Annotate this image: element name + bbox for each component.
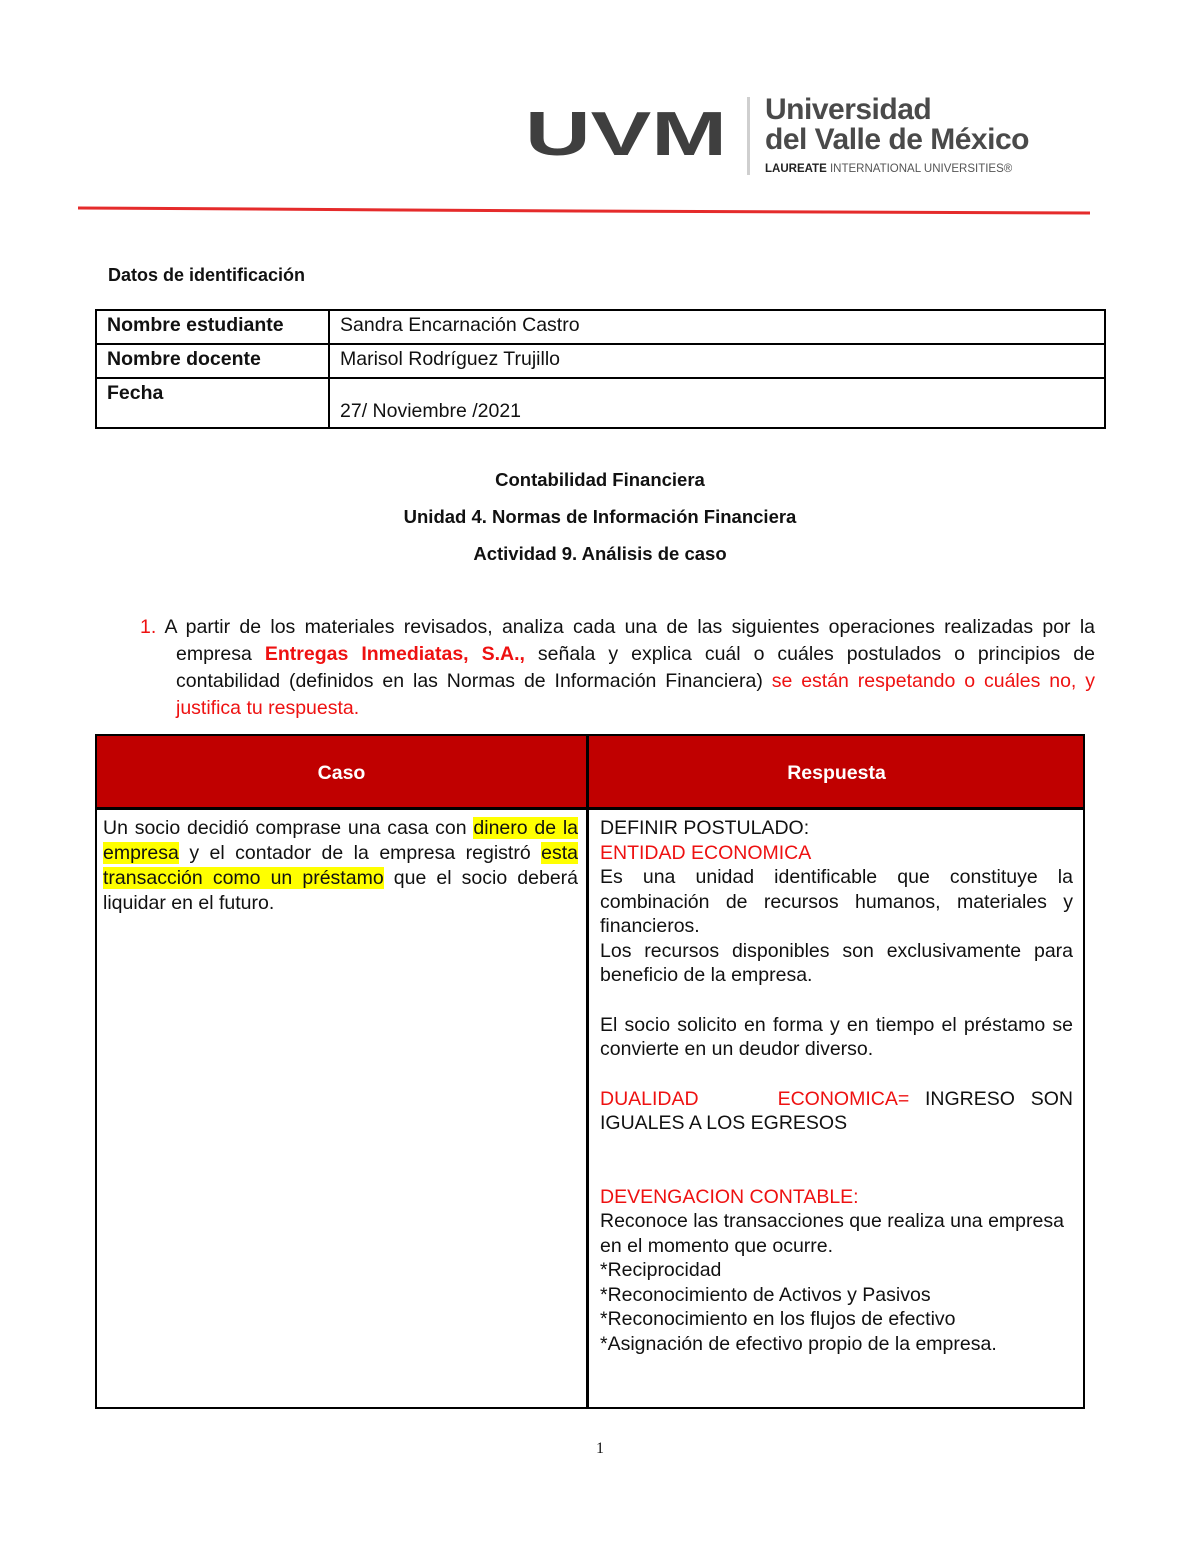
dualidad-title: DUALIDAD ECONOMICA=: [600, 1087, 910, 1110]
list-item: *Reconocimiento en los flujos de efectivo: [600, 1308, 956, 1330]
list-item: *Asignación de efectivo propio de la empresa.: [600, 1332, 997, 1355]
company-name: Entregas Inmediatas, S.A.,: [264, 643, 525, 665]
column-header-caso: Caso: [317, 762, 366, 784]
student-label: Nombre estudiante: [96, 310, 329, 344]
caso-highlight: dinero de la empresa: [103, 817, 578, 864]
instruction-text-1: A partir de los materiales revisados, analiza cada una de las siguientes operaciones realizadas por la empresa: [156, 616, 1095, 665]
caso-text: y el contador de la empresa registró: [178, 842, 542, 864]
logo-tagline: LAUREATE INTERNATIONAL UNIVERSITIES®: [765, 163, 1013, 175]
logo-university-line1: Universidad: [765, 93, 932, 126]
devengacion-title: DEVENGACION CONTABLE:: [600, 1185, 859, 1208]
date-value: 27/ Noviembre /2021: [340, 400, 522, 422]
entidad-text-1: Es una unidad identificable que constituye la combinación de recursos humanos, materiales y financieros.: [600, 866, 1073, 937]
socio-text: El socio solicito en forma y en tiempo el préstamo se convierte en un deudor diverso.: [600, 1013, 1073, 1060]
identification-table: [95, 309, 1106, 429]
table-row: [96, 310, 1105, 344]
caso-cell: [103, 816, 578, 916]
uvm-logo-mark: [525, 109, 730, 159]
instruction-paragraph: [140, 614, 1095, 722]
table-row: [96, 378, 1105, 428]
list-item: *Reconocimiento de Activos y Pasivos: [600, 1283, 931, 1306]
respuesta-cell: [600, 816, 1079, 1356]
date-label: Fecha: [96, 378, 329, 428]
student-value: Sandra Encarnación Castro: [329, 310, 1105, 344]
definir-heading: DEFINIR POSTULADO:: [600, 817, 810, 839]
case-table: [95, 734, 1085, 1409]
instruction-number: 1.: [140, 616, 157, 638]
dualidad-text: INGRESO SON IGUALES A LOS EGRESOS: [600, 1087, 1079, 1134]
activity-title: Actividad 9. Análisis de caso: [473, 543, 727, 564]
header-red-rule: [78, 205, 1090, 215]
identification-heading: Datos de identificación: [108, 265, 306, 285]
dualidad-paragraph: [600, 1087, 1079, 1136]
teacher-value: Marisol Rodríguez Trujillo: [329, 344, 1105, 378]
page-number: 1: [596, 1440, 604, 1457]
logo-mark-text: UVM: [525, 109, 727, 159]
table-row: [96, 344, 1105, 378]
devengacion-text: Reconoce las transacciones que realiza una empresa en el momento que ocurre.: [600, 1210, 1064, 1257]
uvm-logo: [525, 93, 1035, 188]
course-title: Contabilidad Financiera: [495, 469, 705, 490]
unit-title: Unidad 4. Normas de Información Financiera: [403, 506, 797, 527]
entidad-text-2: Los recursos disponibles son exclusivamente para beneficio de la empresa.: [600, 939, 1073, 986]
logo-university-line2: del Valle de México: [765, 123, 1029, 156]
teacher-label: Nombre docente: [96, 344, 329, 378]
column-header-respuesta: Respuesta: [787, 762, 886, 784]
logo-separator: [747, 97, 750, 175]
caso-text: Un socio decidió comprase una casa con: [103, 817, 474, 839]
date-cell: [329, 378, 1105, 428]
list-item: *Reciprocidad: [600, 1259, 722, 1281]
caso-highlight: esta transacción como un préstamo: [103, 842, 578, 889]
instruction-text-3: se están respetando o cuáles no, y justifica tu respuesta.: [176, 670, 1095, 719]
caso-text: que el socio deberá liquidar en el futuro.: [103, 867, 579, 914]
instruction-text-2: señala y explica cuál o cuáles postulados o principios de contabilidad (definidos en las Normas de Información Financiera): [176, 643, 1095, 692]
entidad-title: ENTIDAD ECONOMICA: [600, 841, 812, 864]
